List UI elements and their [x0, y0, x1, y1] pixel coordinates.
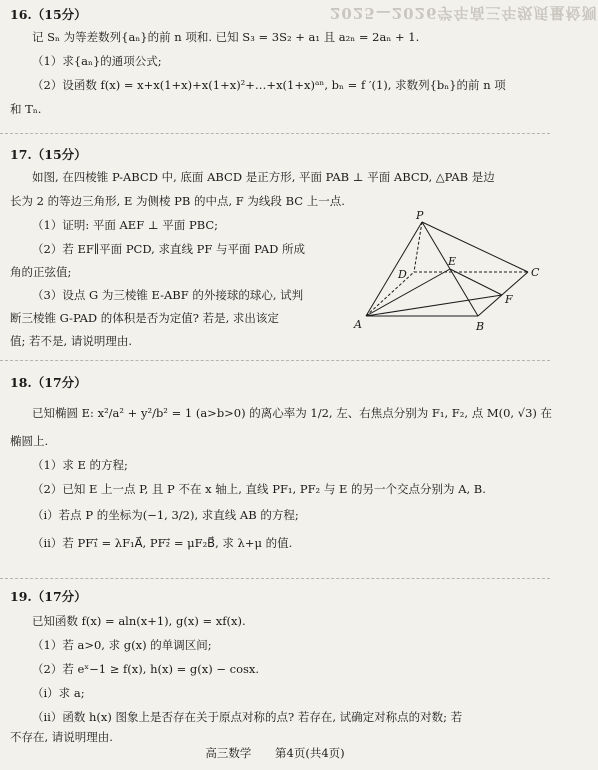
section-divider: [0, 578, 550, 579]
question-19: [10, 589, 542, 744]
q18-stem-line1: 已知椭圆 E: x²/a² + y²/b² = 1 (a>b>0) 的离心率为 1/2, 左、右焦点分别为 F₁, F₂, 点 M(0, √3) 在: [32, 406, 553, 420]
label-E: E: [448, 255, 457, 268]
label-A: A: [354, 318, 362, 331]
q17-part1: （1）证明: 平面 AEF ⊥ 平面 PBC;: [32, 218, 219, 232]
question-18: [10, 375, 553, 556]
q16-stem: 记 Sₙ 为等差数列{aₙ}的前 n 项和. 已知 S₃ = 3S₂ + a₁ 且 a₂ₙ = 2aₙ + 1.: [32, 30, 420, 44]
q16-part2: （2）设函数 f(x) = x+x(1+x)+x(1+x)²+…+x(1+x)ᵃⁿ, bₙ = f ′(1), 求数列{bₙ}的前 n 项: [32, 78, 506, 92]
edge-PA: [366, 222, 422, 316]
q19-part1: （1）若 a>0, 求 g(x) 的单调区间;: [32, 638, 212, 652]
q17-part2-cont: 角的正弦值;: [10, 265, 72, 279]
edge-BC: [478, 272, 528, 316]
q17-part3-cont1: 断三棱锥 G-PAD 的体积是否为定值? 若是, 求出该定: [10, 311, 279, 325]
q18-part2: （2）已知 E 上一点 P, 且 P 不在 x 轴上, 直线 PF₁, PF₂ 与 E 的另一个交点分别为 A, B.: [32, 482, 486, 496]
q19-part2-ii-cont: 不存在, 请说明理由.: [10, 730, 113, 744]
label-B: B: [476, 320, 485, 333]
footer-subject: 高三数学: [205, 746, 252, 760]
label-P: P: [416, 209, 424, 222]
label-D: D: [398, 268, 407, 281]
footer-page-number: 第4页(共4页): [275, 746, 345, 760]
edge-PC: [422, 222, 528, 272]
q18-heading: 18.（17分）: [10, 375, 87, 390]
q17-part3-cont2: 值; 若不是, 请说明理由.: [10, 334, 132, 348]
label-F: F: [505, 293, 513, 306]
question-16: [10, 8, 542, 126]
q18-part2-i: （ⅰ）若点 P 的坐标为(−1, 3/2), 求直线 AB 的方程;: [32, 508, 299, 522]
q19-heading: 19.（17分）: [10, 589, 87, 604]
q18-stem-line2: 椭圆上.: [10, 434, 49, 448]
q16-part2-cont: 和 Tₙ.: [10, 102, 42, 116]
header-bleed-through: 2025—2026学年高三年级质量检测: [330, 4, 598, 22]
section-divider: [0, 133, 550, 134]
pyramid-figure: [352, 208, 544, 336]
segment-AE: [366, 269, 450, 316]
page-footer: [0, 745, 550, 761]
q18-part1: （1）求 E 的方程;: [32, 458, 128, 472]
q17-part3: （3）设点 G 为三棱锥 E-ABF 的外接球的球心, 试判: [32, 288, 304, 302]
q19-part2-ii: （ⅱ）函数 h(x) 图象上是否存在关于原点对称的点? 若存在, 试确定对称点的对数; 若: [32, 710, 463, 724]
section-divider: [0, 360, 550, 361]
q16-heading: 16.（15分）: [10, 7, 87, 22]
q16-part1: （1）求{aₙ}的通项公式;: [32, 54, 162, 68]
q19-part2: （2）若 eˣ−1 ≥ f(x), h(x) = g(x) − cosx.: [32, 662, 260, 676]
q17-stem-line1: 如图, 在四棱锥 P-ABCD 中, 底面 ABCD 是正方形, 平面 PAB ⊥ 平面 ABCD, △PAB 是边: [32, 170, 495, 184]
q17-heading: 17.（15分）: [10, 147, 87, 162]
q19-stem: 已知函数 f(x) = aln(x+1), g(x) = xf(x).: [32, 614, 246, 628]
q17-part2: （2）若 EF∥平面 PCD, 求直线 PF 与平面 PAD 所成: [32, 242, 306, 256]
q18-part2-ii: （ⅱ）若 PF₁⃗ = λF₁A⃗, PF₂⃗ = μF₂B⃗, 求 λ+μ 的值.: [32, 536, 293, 550]
q19-part2-i: （ⅰ）求 a;: [32, 686, 85, 700]
label-C: C: [531, 266, 540, 279]
q17-stem-line2: 长为 2 的等边三角形, E 为侧棱 PB 的中点, F 为线段 BC 上一点.: [10, 194, 345, 208]
